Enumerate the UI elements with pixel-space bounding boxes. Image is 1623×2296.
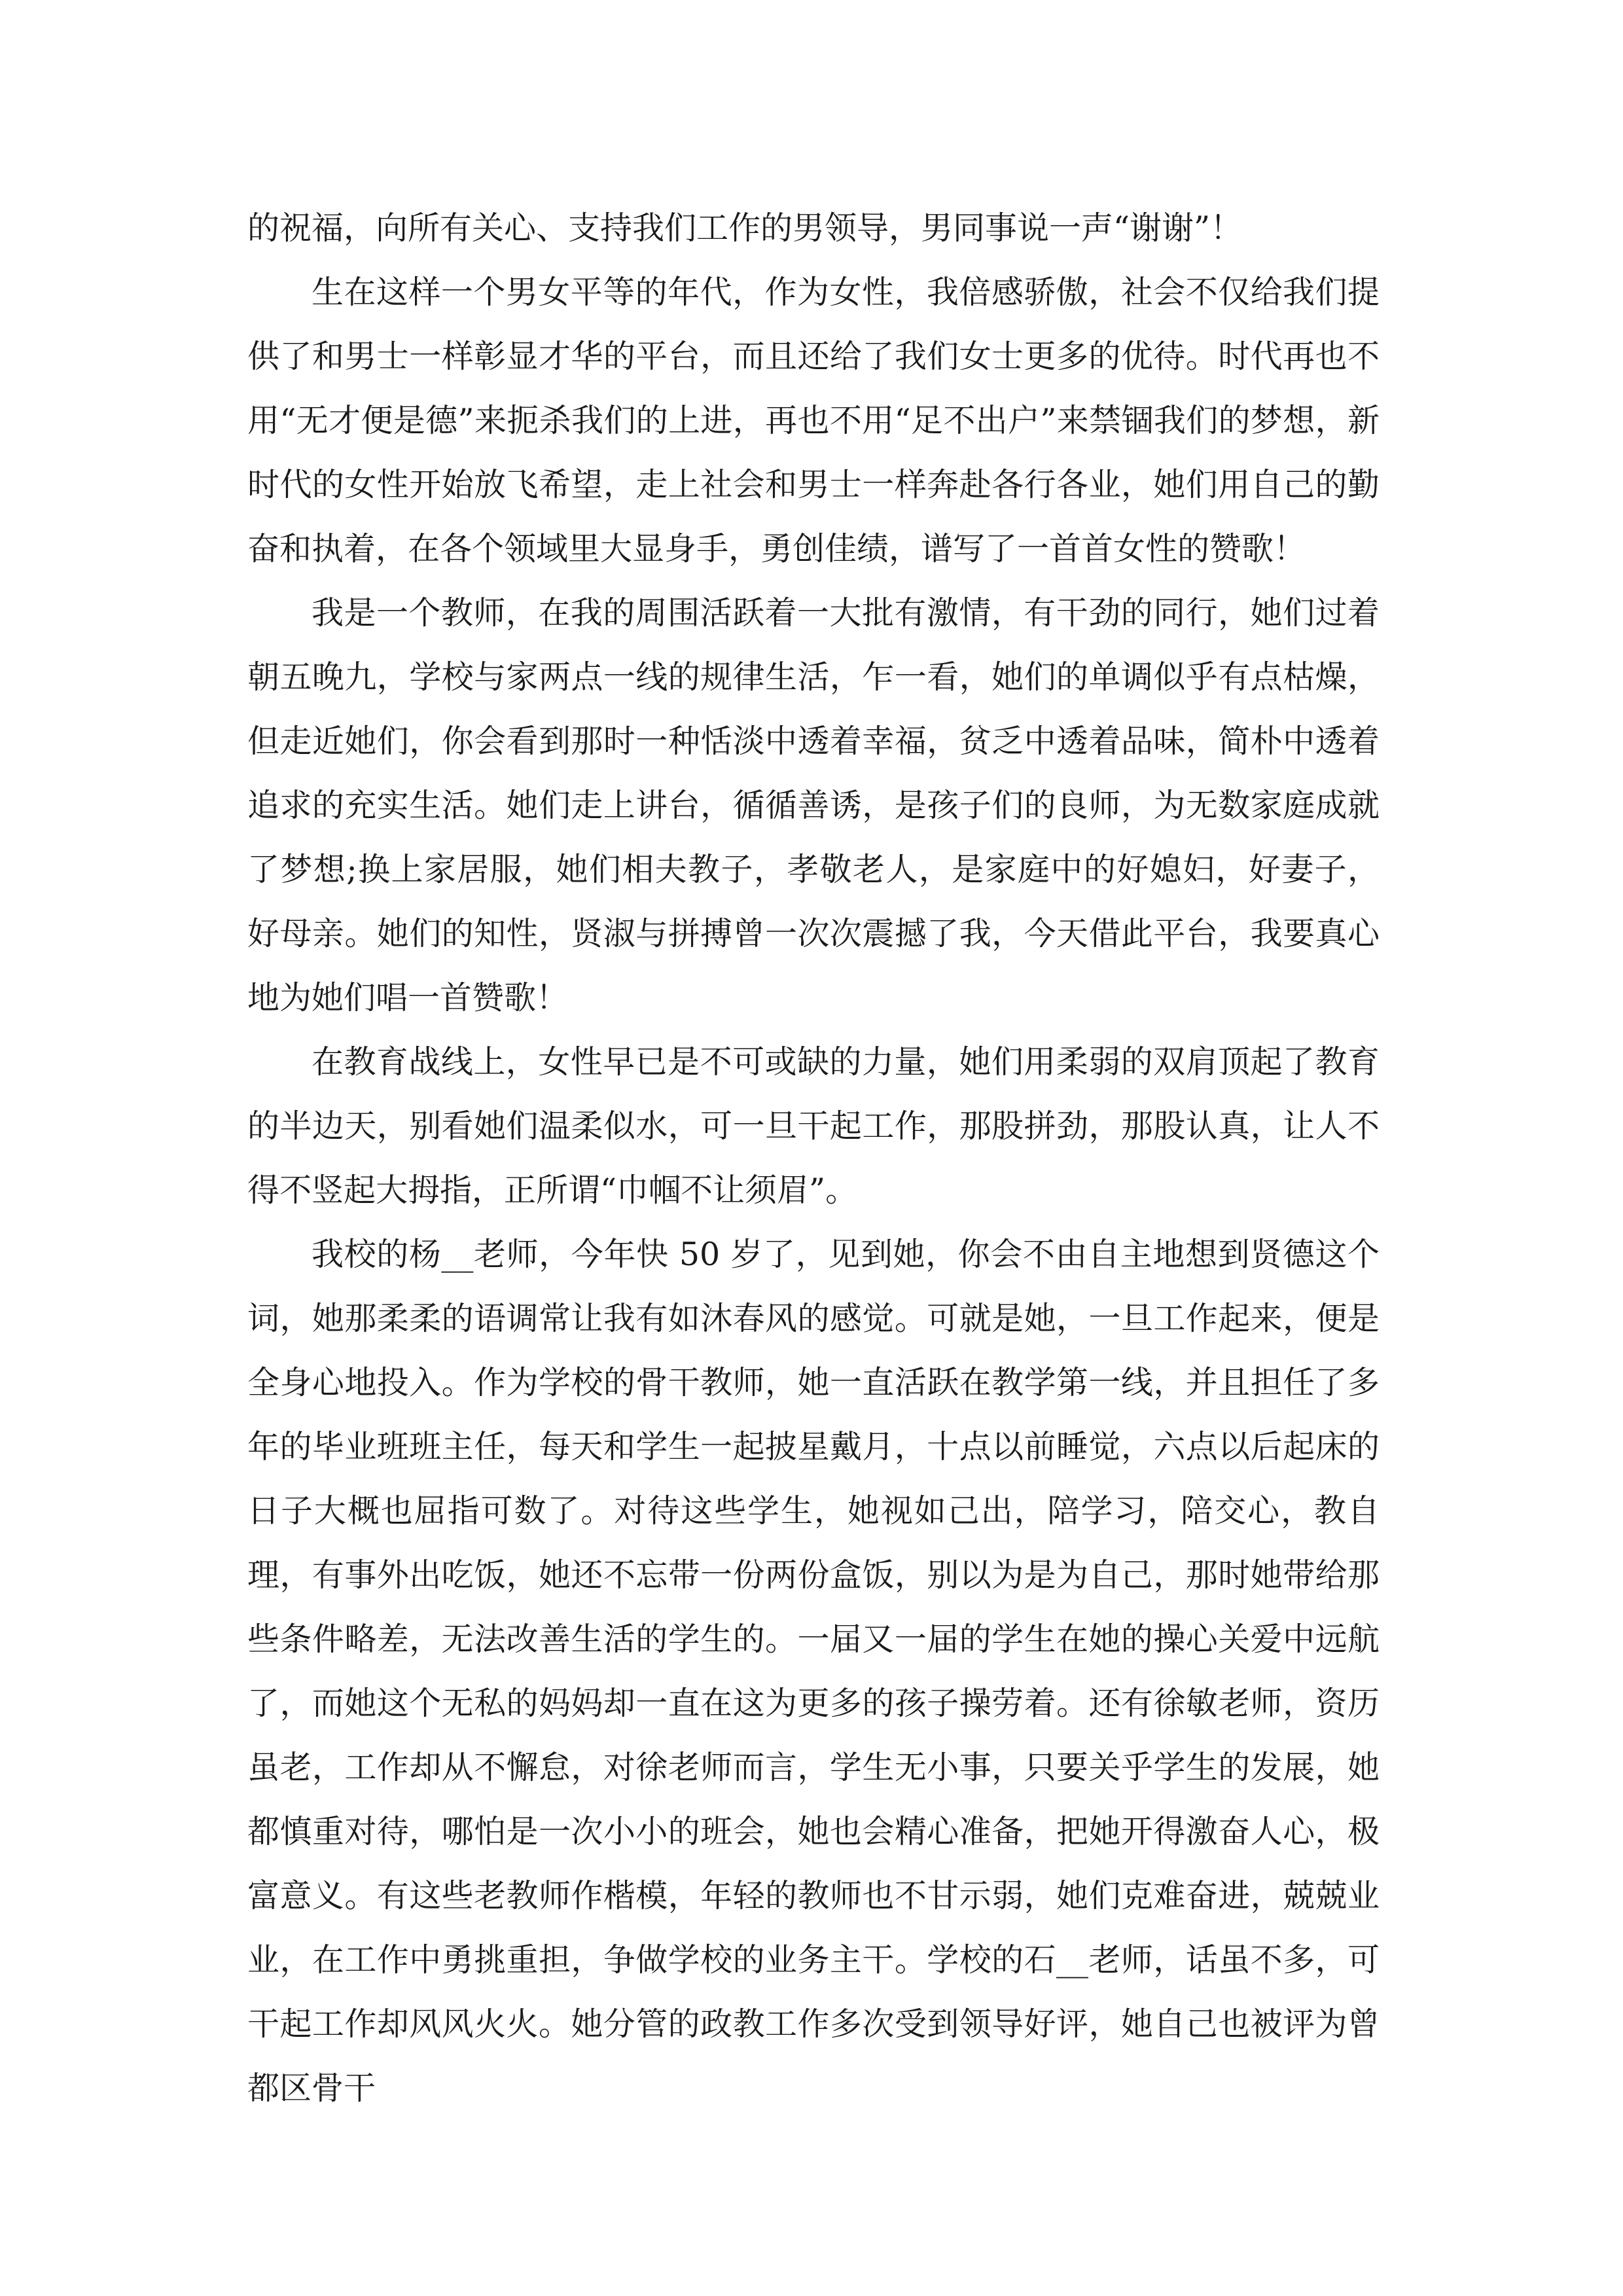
paragraph-1: 的祝福，向所有关心、支持我们工作的男领导，男同事说一声“谢谢”！: [247, 209, 1243, 247]
paragraph-5: 我校的杨__老师，今年快 50 岁了，见到她，你会不由自主地想到贤德这个词，她那柔柔的语调常让我有如沐春风的感觉。可就是她，一旦工作起来，便是全身心地投入。作为学校的骨干教师，她一直活跃在教学第一线，并且担任了多年的毕业班班主任，每天和学生一起披星戴月，十点以前睡觉，六点以后起床的日子大概也屈指可数了。对待这些学生，她视如己出，陪学习，陪交心，教自理，有事外出吃饭，她还不忘带一份两份盒饭，别以为是为自己，那时她带给那些条件略差，无法改善生活的学生的。一届又一届的学生在她的操心关爱中远航了，而她这个无私的妈妈却一直在这为更多的孩子操劳着。还有徐敏老师，资历虽老，工作却从不懈怠，对徐老师而言，学生无小事，只要关乎学生的发展，她都慎重对待，哪怕是一次小小的班会，她也会精心准备，把她开得激奋人心，极富意义。有这些老教师作楷模，年轻的教师也不甘示弱，她们克难奋进，兢兢业业，在工作中勇挑重担，争做学校的业务主干。学校的石__老师，话虽不多，可干起工作却风风火火。她分管的政教工作多次受到领导好评，她自己也被评为曾都区骨干: [247, 1236, 1380, 2107]
paragraph-2: 生在这样一个男女平等的年代，作为女性，我倍感骄傲，社会不仅给我们提供了和男士一样彰显才华的平台，而且还给了我们女士更多的优待。时代再也不用“无才便是德”来扼杀我们的上进，再也不用“足不出户”来禁锢我们的梦想，新时代的女性开始放飞希望，走上社会和男士一样奔赴各行各业，她们用自己的勤奋和执着，在各个领域里大显身手，勇创佳绩，谱写了一首首女性的赞歌！: [247, 274, 1380, 567]
paragraph-4: 在教育战线上，女性早已是不可或缺的力量，她们用柔弱的双肩顶起了教育的半边天，别看她们温柔似水，可一旦干起工作，那股拼劲，那股认真，让人不得不竖起大拇指，正所谓“巾帼不让须眉”。: [247, 1043, 1380, 1209]
document-body: [247, 196, 1380, 2121]
paragraph-3: 我是一个教师，在我的周围活跃着一大批有激情，有干劲的同行，她们过着朝五晚九，学校与家两点一线的规律生活，乍一看，她们的单调似乎有点枯燥，但走近她们，你会看到那时一种恬淡中透着幸福，贫乏中透着品味，简朴中透着追求的充实生活。她们走上讲台，循循善诱，是孩子们的良师，为无数家庭成就了梦想;换上家居服，她们相夫教子，孝敬老人，是家庭中的好媳妇，好妻子，好母亲。她们的知性，贤淑与拼搏曾一次次震撼了我，今天借此平台，我要真心地为她们唱一首赞歌！: [247, 594, 1380, 1016]
